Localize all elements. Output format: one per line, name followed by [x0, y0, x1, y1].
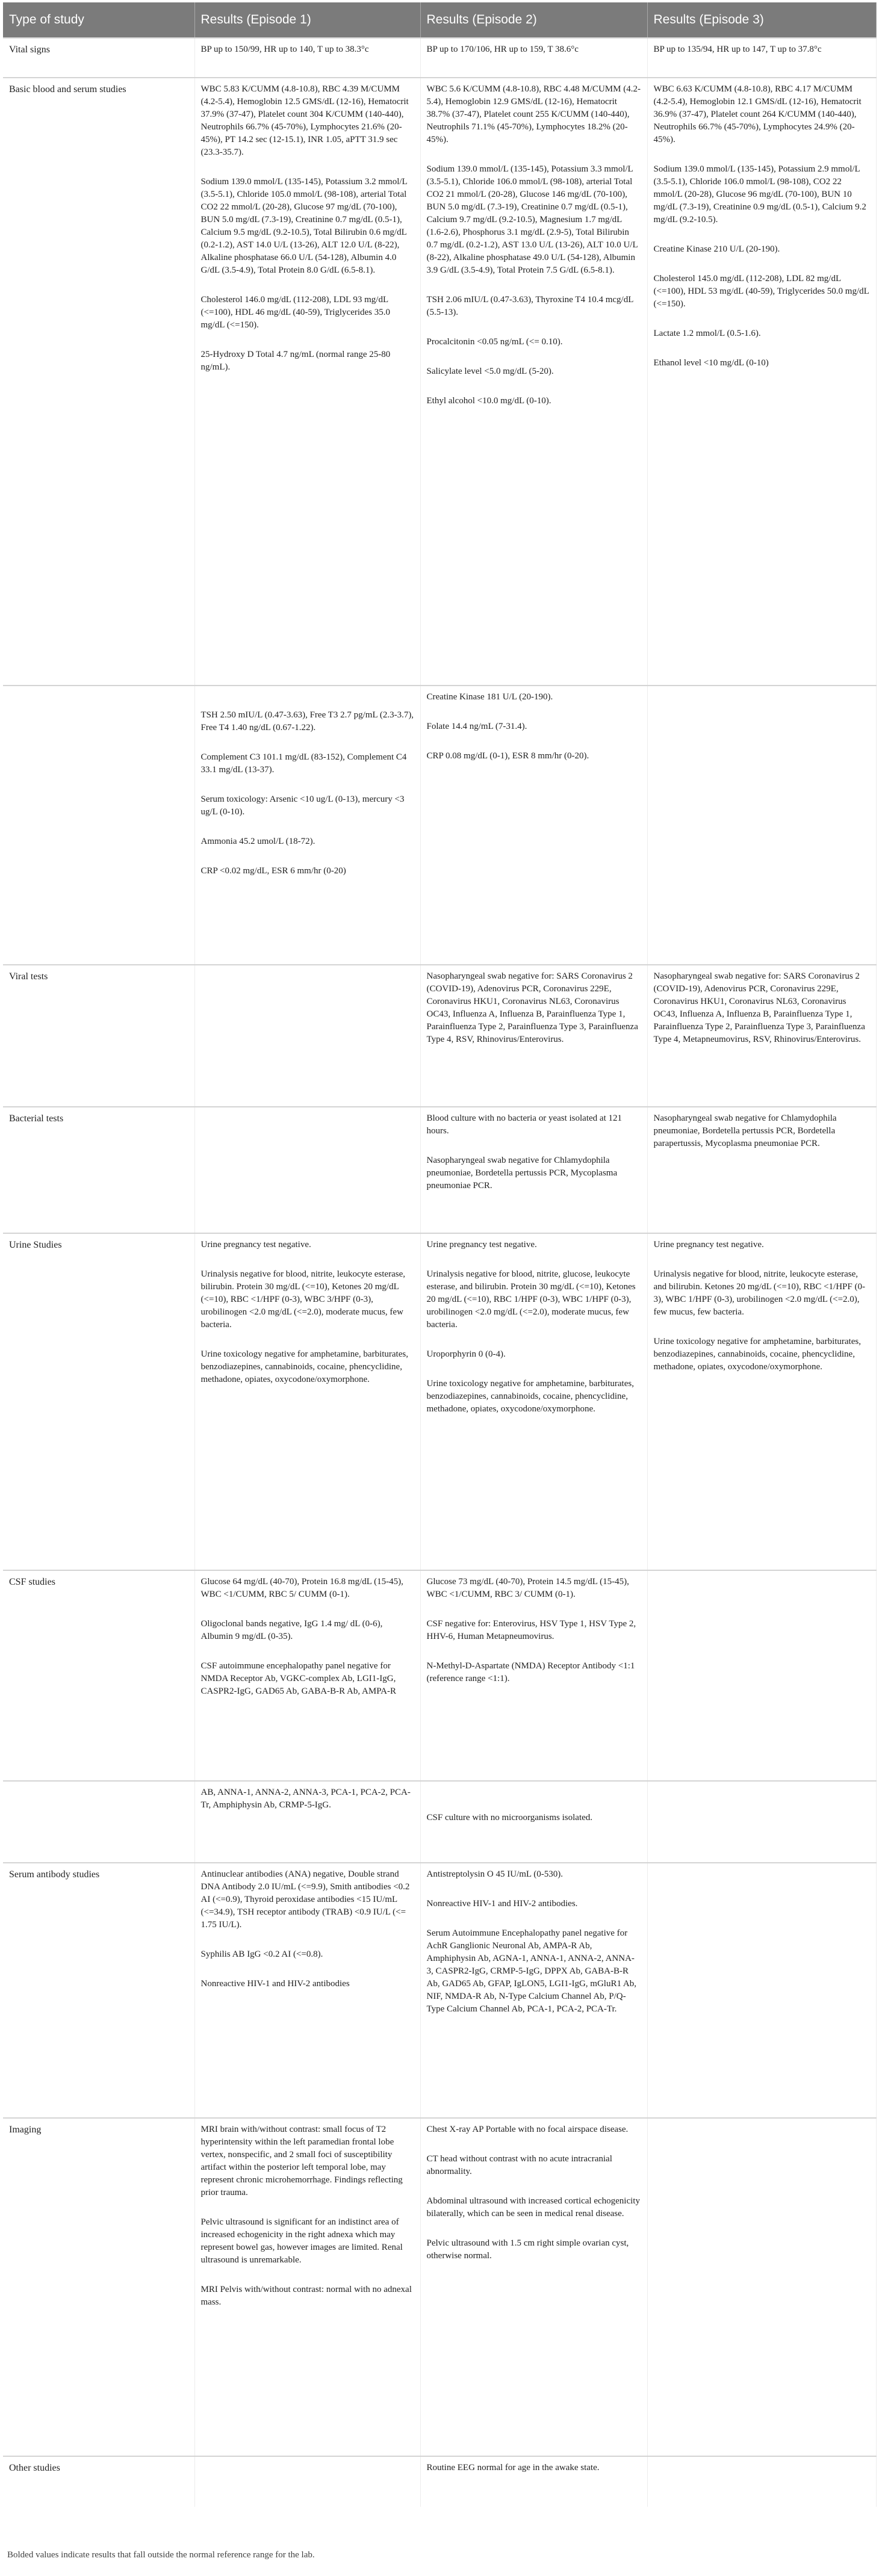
result-text: Urinalysis negative for blood, nitrite, leukocyte esterase, bilirubin. Protein 30 mg/dL (<=10), Ketones 20 mg/dL (<=10), RBC <1/HPF (0-3), WBC 3/HPF (0-3), urobilinogen <2.0 mg/dL (<=2.0), moderate mucus, few bacteria.: [200, 1269, 405, 1330]
episode-3-cell: [647, 965, 876, 1107]
result-text: Folate 14.4 ng/mL (7-31.4).: [426, 722, 527, 731]
result-text: Sodium 139.0 mmol/L (135-145), Potassium 2.9 mmol/L (3.5-5.1), Chloride 106.0 mmol/L (98-108), CO2 22 mmol/L (20-28), Glucose 96 mg/dL (70-100), BUN 10 mg/dL (7.3-19), Creatinine 0.9 mg/dL (0.5-1), Calcium 9.2 mg/dL (9.2-10.5).: [653, 164, 866, 224]
episode-2-cell: [420, 1863, 647, 2118]
episode-3-cell: [647, 2456, 876, 2507]
study-type: Serum antibody studies: [3, 1863, 194, 2118]
result-text: WBC 5.83 K/CUMM (4.8-10.8), RBC 4.39 M/CUMM (4.2-5.4), Hemoglobin 12.5 GMS/dL (12-16), Hematocrit 37.9% (37-47), Platelet count 304 K/CUMM (140-440), Neutrophils 66.7% (45-70%), Lymphocytes 21.6% (20-45%), PT 14.2 sec (12-15.1), INR 1.05, aPTT 31.9 sec (23.3-35.7).: [200, 84, 409, 157]
header-episode-1: Results (Episode 1): [194, 2, 420, 38]
row-other-studies: [3, 2456, 876, 2507]
header-episode-2: Results (Episode 2): [420, 2, 647, 38]
result-text: Urine pregnancy test negative.: [653, 1240, 764, 1249]
result-text: Oligoclonal bands negative, IgG 1.4 mg/ dL (0-6), Albumin 9 mg/dL (0-35).: [200, 1619, 383, 1641]
study-type: [3, 1781, 194, 1863]
result-text: Nasopharyngeal swab negative for Chlamydophila pneumoniae, Bordetella pertussis PCR, Bordetella parapertussis, Mycoplasma pneumoniae PCR.: [653, 1113, 837, 1148]
row-basic-blood-serum-continued: [3, 686, 876, 965]
row-imaging: [3, 2118, 876, 2456]
result-text: AB, ANNA-1, ANNA-2, ANNA-3, PCA-1, PCA-2, PCA-Tr, Amphiphysin Ab, CRMP-5-IgG.: [200, 1788, 411, 1810]
result-text: Salicylate level <5.0 mg/dL (5-20).: [426, 367, 554, 376]
result-text: WBC 5.6 K/CUMM (4.8-10.8), RBC 4.48 M/CUMM (4.2-5.4), Hemoglobin 12.9 GMS/dL (12-16), Hematocrit 38.7% (37-47), Platelet count 255 K/CUMM (140-440), Neutrophils 71.1% (45-70%), Lymphocytes 18.2% (20-45%).: [426, 84, 641, 144]
episode-3-cell: [647, 1233, 876, 1570]
result-text: Creatine Kinase 210 U/L (20-190).: [653, 244, 780, 254]
result-text: Lactate 1.2 mmol/L (0.5-1.6).: [653, 329, 761, 338]
result-text: Nonreactive HIV-1 and HIV-2 antibodies.: [426, 1899, 578, 1909]
result-text: Antistreptolysin O 45 IU/mL (0-530).: [426, 1869, 564, 1879]
result-text: CSF culture with no microorganisms isolated.: [426, 1813, 593, 1822]
study-type: Urine Studies: [3, 1233, 194, 1570]
result-text: Urinalysis negative for blood, nitrite, leukocyte esterase, and bilirubin. Ketones 20 mg/dL (<=10), RBC <1/HPF (0-3), WBC 1/HPF (0-3), urobilinogen <2.0 mg/dL (<=2.0), few mucus, few bacteria.: [653, 1269, 865, 1317]
episode-2-cell: [420, 1781, 647, 1863]
result-text: Routine EEG normal for age in the awake state.: [426, 2463, 600, 2472]
study-type: Vital signs: [3, 38, 194, 78]
result-text: Antinuclear antibodies (ANA) negative, Double strand DNA Antibody 2.0 IU/mL (<=9.9), Smith antibodies <0.2 AI (<=0.9), Thyroid peroxidase antibodies <15 IU/mL (<=34.9), TSH receptor antibody (TRAB) <0.9 IU/L (<= 1.75 IU/L).: [200, 1869, 410, 1930]
result-text: Syphilis AB IgG <0.2 AI (<=0.8).: [200, 1949, 323, 1959]
episode-1-cell: [194, 2456, 420, 2507]
study-type: Imaging: [3, 2118, 194, 2456]
result-text: Creatine Kinase 181 U/L (20-190).: [426, 692, 553, 702]
result-text: BP up to 135/94, HR up to 147, T up to 37.8°c: [653, 45, 822, 54]
episode-3-cell: [647, 2118, 876, 2456]
result-text: Nasopharyngeal swab negative for Chlamydophila pneumoniae, Bordetella pertussis PCR, Mycoplasma pneumoniae PCR.: [426, 1156, 618, 1190]
result-text: TSH 2.06 mIU/L (0.47-3.63), Thyroxine T4 10.4 mcg/dL (5.5-13).: [426, 295, 633, 317]
episode-1-cell: [194, 1107, 420, 1233]
episode-2-cell: [420, 965, 647, 1107]
result-text: 25-Hydroxy D Total 4.7 ng/mL (normal range 25-80 ng/mL).: [200, 350, 391, 372]
result-text: WBC 6.63 K/CUMM (4.8-10.8), RBC 4.17 M/CUMM (4.2-5.4), Hemoglobin 12.1 GMS/dL (12-16), Hematocrit 36.9% (37-47), Platelet count 264 K/CUMM (140-440), Neutrophils 66.7% (45-70%), Lymphocytes 24.9% (20-45%).: [653, 84, 862, 144]
episode-2-cell: [420, 38, 647, 78]
result-text: Urinalysis negative for blood, nitrite, glucose, leukocyte esterase, and bilirubin. Protein 30 mg/dL (<=10), Ketones 20 mg/dL (<=10), RBC 1/HPF (0-3), WBC 1/HPF (0-3), urobilinogen <2.0 mg/dL (<=2.0), moderate mucus, few bacteria.: [426, 1269, 636, 1330]
row-bacterial-tests: [3, 1107, 876, 1233]
result-text: Glucose 73 mg/dL (40-70), Protein 14.5 mg/dL (15-45), WBC <1/CUMM, RBC 3/ CUMM (0-1).: [426, 1577, 629, 1599]
table-footnote: Bolded values indicate results that fall outside the normal reference range for the lab.: [7, 2550, 315, 2560]
episode-2-cell: [420, 1233, 647, 1570]
episode-3-cell: [647, 1570, 876, 1781]
result-text: CRP 0.08 mg/dL (0-1), ESR 8 mm/hr (0-20).: [426, 751, 589, 761]
row-serum-antibody-studies: [3, 1863, 876, 2118]
episode-1-cell: [194, 686, 420, 965]
result-text: Pelvic ultrasound with 1.5 cm right simple ovarian cyst, otherwise normal.: [426, 2238, 629, 2261]
result-text: Blood culture with no bacteria or yeast isolated at 121 hours.: [426, 1113, 622, 1136]
result-text: CSF autoimmune encephalopathy panel negative for NMDA Receptor Ab, VGKC-complex Ab, LGI1-IgG, CASPR2-IgG, GAD65 Ab, GABA-B-R Ab, AMPA-R: [200, 1661, 396, 1696]
result-text: Cholesterol 145.0 mg/dL (112-208), LDL 82 mg/dL (<=100), HDL 53 mg/dL (40-59), Triglycerides 50.0 mg/dL (<=150).: [653, 274, 869, 309]
lab-results-table: [3, 2, 877, 2507]
episode-3-cell: [647, 1863, 876, 2118]
row-basic-blood-serum: [3, 78, 876, 686]
result-text: Serum toxicology: Arsenic <10 ug/L (0-13), mercury <3 ug/L (0-10).: [200, 794, 405, 817]
episode-2-cell: [420, 686, 647, 965]
result-text: CSF negative for: Enterovirus, HSV Type 1, HSV Type 2, HHV-6, Human Metapneumovirus.: [426, 1619, 636, 1641]
result-text: Urine toxicology negative for amphetamine, barbiturates, benzodiazepines, cannabinoids, cocaine, phencyclidine, methadone, opiates, oxycodone/oxymorphone.: [426, 1379, 634, 1414]
result-text: MRI brain with/without contrast: small focus of T2 hyperintensity within the left paramedian frontal lobe vertex, nonspecific, and 2 small foci of susceptibility artifact within the posterior left temporal lobe, may represent chronic microhemorrhage. Findings reflecting prior trauma.: [200, 2125, 403, 2197]
header-type-of-study: Type of study: [3, 2, 194, 38]
episode-1-cell: [194, 1233, 420, 1570]
result-text: Urine toxicology negative for amphetamine, barbiturates, benzodiazepines, cannabinoids, cocaine, phencyclidine, methadone, opiates, oxycodone/oxymorphone.: [653, 1337, 861, 1372]
row-csf-studies: [3, 1570, 876, 1781]
result-text: Urine toxicology negative for amphetamine, barbiturates, benzodiazepines, cannabinoids, cocaine, phencyclidine, methadone, opiates, oxycodone/oxymorphone.: [200, 1349, 408, 1384]
table-header-row: [3, 2, 876, 38]
result-text: Pelvic ultrasound is significant for an indistinct area of increased echogenicity in the right adnexa which may represent bowel gas, however images are limited. Renal ultrasound is unremarkable.: [200, 2217, 403, 2265]
episode-1-cell: [194, 1863, 420, 2118]
result-text: Urine pregnancy test negative.: [426, 1240, 537, 1249]
result-text: Sodium 139.0 mmol/L (135-145), Potassium 3.3 mmol/L (3.5-5.1), Chloride 106.0 mmol/L (98-108), arterial Total CO2 21 mmol/L (20-28), Glucose 146 mg/dL (70-100), BUN 5.0 mg/dL (7.3-19), Creatinine 0.7 mg/dL (0.5-1), Calcium 9.7 mg/dL (9.2-10.5), Magnesium 1.7 mg/dL (1.6-2.6), Phosphorus 3.1 mg/dL (2.9-5), Total Bilirubin 0.7 mg/dL (0.2-1.2), AST 13.0 U/L (13-26), ALT 10.0 U/L (8-22), Alkaline phosphatase 49.0 U/L (54-128), Albumin 3.9 G/dL (3.5-4.9), Total Protein 7.5 G/dL (6.5-8.1).: [426, 164, 638, 275]
result-text: Abdominal ultrasound with increased cortical echogenicity bilaterally, which can be seen in medical renal disease.: [426, 2196, 640, 2218]
episode-2-cell: [420, 1107, 647, 1233]
result-text: Uroporphyrin 0 (0-4).: [426, 1349, 506, 1359]
result-text: CT head without contrast with no acute intracranial abnormality.: [426, 2154, 612, 2176]
episode-2-cell: [420, 2118, 647, 2456]
episode-3-cell: [647, 78, 876, 686]
episode-2-cell: [420, 2456, 647, 2507]
episode-3-cell: [647, 38, 876, 78]
result-text: Procalcitonin <0.05 ng/mL (<= 0.10).: [426, 337, 563, 347]
result-text: Urine pregnancy test negative.: [200, 1240, 311, 1249]
result-text: Complement C3 101.1 mg/dL (83-152), Complement C4 33.1 mg/dL (13-37).: [200, 752, 407, 775]
study-type: Other studies: [3, 2456, 194, 2507]
episode-1-cell: [194, 1781, 420, 1863]
study-type: Basic blood and serum studies: [3, 78, 194, 686]
episode-1-cell: [194, 78, 420, 686]
study-type: CSF studies: [3, 1570, 194, 1781]
result-text: Nasopharyngeal swab negative for: SARS Coronavirus 2 (COVID-19), Adenovirus PCR, Coronavirus 229E, Coronavirus HKU1, Coronavirus NL63, Coronavirus OC43, Influenza A, Influenza B, Parainfluenza Type 1, Parainfluenza Type 2, Parainfluenza Type 3, Parainfluenza Type 4, RSV, Rhinovirus/Enterovirus.: [426, 971, 638, 1044]
result-text: Ethyl alcohol <10.0 mg/dL (0-10).: [426, 396, 551, 406]
episode-3-cell: [647, 686, 876, 965]
result-text: MRI Pelvis with/without contrast: normal with no adnexal mass.: [200, 2285, 412, 2307]
episode-2-cell: [420, 78, 647, 686]
episode-2-cell: [420, 1570, 647, 1781]
episode-1-cell: [194, 1570, 420, 1781]
result-text: BP up to 150/99, HR up to 140, T up to 38.3°c: [200, 45, 369, 54]
study-type: Bacterial tests: [3, 1107, 194, 1233]
result-text: BP up to 170/106, HR up to 159, T 38.6°c: [426, 45, 579, 54]
result-text: TSH 2.50 mIU/L (0.47-3.63), Free T3 2.7 pg/mL (2.3-3.7), Free T4 1.40 ng/dL (0.67-1.22).: [200, 710, 414, 732]
row-urine-studies: [3, 1233, 876, 1570]
row-csf-studies-continued: [3, 1781, 876, 1863]
study-type: Viral tests: [3, 965, 194, 1107]
header-episode-3: Results (Episode 3): [647, 2, 876, 38]
result-text: Sodium 139.0 mmol/L (135-145), Potassium 3.2 mmol/L (3.5-5.1), Chloride 105.0 mmol/L (98-108), arterial Total CO2 22 mmol/L (20-28), Glucose 97 mg/dL (70-100), BUN 5.0 mg/dL (7.3-19), Creatinine 0.7 mg/dL (0.5-1), Calcium 9.5 mg/dL (9.2-10.5), Total Bilirubin 0.6 mg/dL (0.2-1.2), AST 14.0 U/L (13-26), ALT 12.0 U/L (8-22), Alkaline phosphatase 66.0 U/L (54-128), Albumin 4.0 G/dL (3.5-4.9), Total Protein 8.0 G/dL (6.5-8.1).: [200, 177, 408, 275]
result-text: Ammonia 45.2 umol/L (18-72).: [200, 837, 315, 846]
result-text: Cholesterol 146.0 mg/dL (112-208), LDL 93 mg/dL (<=100), HDL 46 mg/dL (40-59), Triglycerides 35.0 mg/dL (<=150).: [200, 295, 391, 330]
result-text: N-Methyl-D-Aspartate (NMDA) Receptor Antibody <1:1 (reference range <1:1).: [426, 1661, 635, 1683]
result-text: Nonreactive HIV-1 and HIV-2 antibodies: [200, 1979, 350, 1989]
episode-1-cell: [194, 2118, 420, 2456]
result-text: Serum Autoimmune Encephalopathy panel negative for AchR Ganglionic Neuronal Ab, AMPA-R Ab, Amphiphysin Ab, AGNA-1, ANNA-1, ANNA-2, ANNA-3, CASPR2-IgG, CRMP-5-IgG, DPPX Ab, GABA-B-R Ab, GAD65 Ab, GFAP, IgLON5, LGI1-IgG, mGluR1 Ab, NIF, NMDA-R Ab, N-Type Calcium Channel Ab, P/Q-Type Calcium Channel Ab, PCA-1, PCA-2, PCA-Tr.: [426, 1928, 636, 2014]
episode-1-cell: [194, 965, 420, 1107]
episode-3-cell: [647, 1107, 876, 1233]
result-text: Ethanol level <10 mg/dL (0-10): [653, 358, 769, 368]
row-vital-signs: [3, 38, 876, 78]
episode-1-cell: [194, 38, 420, 78]
result-text: Chest X-ray AP Portable with no focal airspace disease.: [426, 2125, 629, 2134]
row-viral-tests: [3, 965, 876, 1107]
episode-3-cell: [647, 1781, 876, 1863]
study-type: [3, 686, 194, 965]
result-text: Nasopharyngeal swab negative for: SARS Coronavirus 2 (COVID-19), Adenovirus PCR, Coronavirus 229E, Coronavirus HKU1, Coronavirus NL63, Coronavirus OC43, Influenza A, Influenza B, Parainfluenza Type 1, Parainfluenza Type 2, Parainfluenza Type 3, Parainfluenza Type 4, Metapneumovirus, RSV, Rhinovirus/Enterovirus.: [653, 971, 865, 1044]
result-text: Glucose 64 mg/dL (40-70), Protein 16.8 mg/dL (15-45), WBC <1/CUMM, RBC 5/ CUMM (0-1).: [200, 1577, 403, 1599]
result-text: CRP <0.02 mg/dL, ESR 6 mm/hr (0-20): [200, 866, 346, 876]
